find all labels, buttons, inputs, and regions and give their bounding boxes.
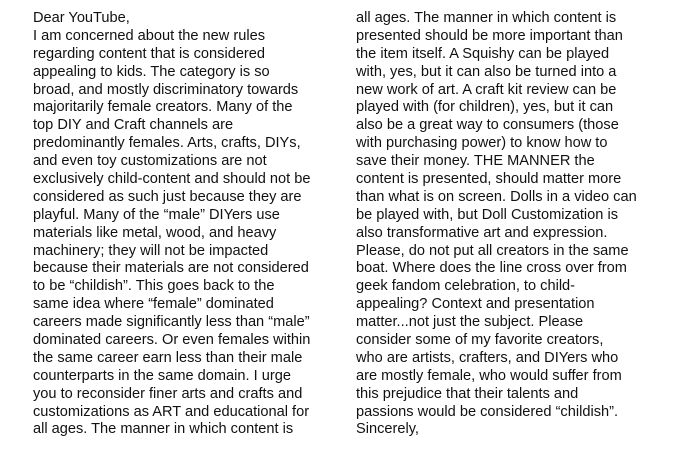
letter-line: be played with, but Doll Customization is [356, 206, 619, 223]
letter-line: boat. Where does the line cross over from [356, 260, 627, 277]
letter-line: also be a great way to consumers (those [356, 117, 619, 134]
letter-line: exclusively child-content and should not be [33, 171, 311, 188]
letter-line: passions would be considered “childish”. [356, 403, 619, 420]
letter-line: played with (for children), yes, but it can [356, 99, 614, 116]
letter-line: the item itself. A Squishy can be played [356, 45, 610, 62]
letter-line: all ages. The manner in which content is [356, 10, 617, 26]
letter-line: with purchasing power) to know how to [356, 135, 608, 152]
letter-line: the same career earn less than their male [33, 349, 303, 366]
letter-line: top DIY and Craft channels are [33, 117, 234, 134]
letter-line: new work of art. A craft kit review can be [356, 81, 617, 98]
letter-line: appealing? Context and presentation [356, 296, 595, 313]
letter-line: Please, do not put all creators in the same [356, 242, 629, 259]
letter-line: are mostly female, who would suffer from [356, 367, 622, 384]
letter-line: careers made significantly less than “male” [33, 314, 310, 331]
letter-line: Sincerely, [356, 421, 419, 438]
letter-line: to be “childish”. This goes back to the [33, 278, 275, 295]
letter-line: machinery; they will not be impacted [33, 242, 269, 259]
letter-line: Dear YouTube, [33, 10, 130, 26]
letter-line: who are artists, crafters, and DIYers who [356, 349, 619, 366]
letter-line: all ages. The manner in which content is [33, 421, 294, 438]
letter-line: materials like metal, wood, and heavy [33, 224, 277, 241]
letter-line: broad, and mostly discriminatory towards [33, 81, 299, 98]
letter-line: dominated careers. Or even females within [33, 332, 311, 349]
letter-line: predominantly females. Arts, crafts, DIYs, [33, 135, 301, 152]
letter-line: this prejudice that their talents and [356, 385, 579, 402]
letter-line: save their money. THE MANNER the [356, 153, 595, 170]
letter-right-column [356, 10, 676, 439]
letter-line: with, yes, but it can also be turned into a [356, 63, 617, 80]
letter-line: you to reconsider finer arts and crafts and [33, 385, 303, 402]
letter-line: customizations as ART and educational for [33, 403, 310, 420]
letter-line: appealing to kids. The category is so [33, 63, 270, 80]
letter-line: I am concerned about the new rules [33, 27, 266, 44]
letter-line: counterparts in the same domain. I urge [33, 367, 291, 384]
letter-line: same idea where “female” dominated [33, 296, 274, 313]
letter-line: also transformative art and expression. [356, 224, 608, 241]
letter-line: presented should be more important than [356, 27, 623, 44]
letter-line: and even toy customizations are not [33, 153, 267, 170]
letter-line: majoritarily female creators. Many of the [33, 99, 293, 116]
letter-line: content is presented, should matter more [356, 171, 622, 188]
letter-line: regarding content that is considered [33, 45, 266, 62]
letter-left-column [33, 10, 343, 439]
letter-line: matter...not just the subject. Please [356, 314, 584, 331]
letter-line: than what is on screen. Dolls in a video can [356, 188, 637, 205]
letter-line: because their materials are not considered [33, 260, 309, 277]
letter-line: geek fandom celebration, to child- [356, 278, 576, 295]
letter-line: playful. Many of the “male” DIYers use [33, 206, 280, 223]
letter-line: consider some of my favorite creators, [356, 332, 604, 349]
letter-line: considered as such just because they are [33, 188, 302, 205]
